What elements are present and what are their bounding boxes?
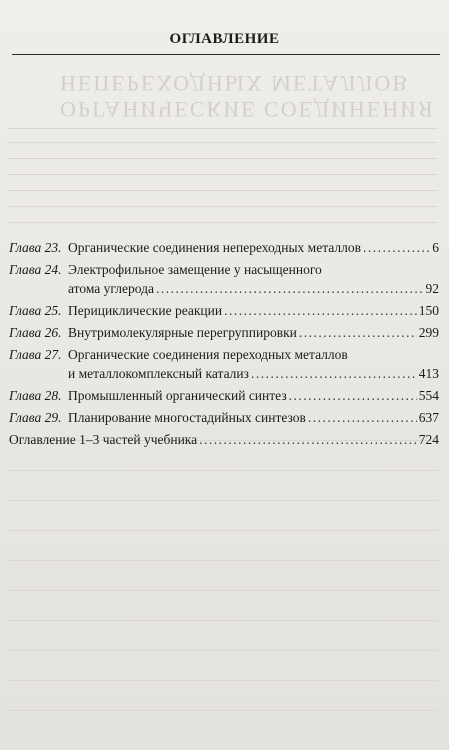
show-through-line bbox=[8, 222, 438, 223]
dot-leader bbox=[156, 279, 424, 298]
show-through-line bbox=[8, 710, 438, 711]
page-number: 724 bbox=[418, 432, 439, 447]
table-of-contents bbox=[9, 238, 439, 452]
chapter-number: Глава 23. bbox=[9, 240, 62, 255]
toc-entry-chapter-28[interactable] bbox=[9, 386, 439, 405]
dot-leader bbox=[299, 323, 417, 342]
summary-title: Оглавление 1–3 частей учебника bbox=[9, 432, 198, 447]
header-rule bbox=[12, 54, 440, 55]
chapter-number: Глава 27. bbox=[9, 347, 62, 362]
chapter-title-line-2: и металлокомплексный катализ bbox=[68, 366, 249, 381]
show-through-line bbox=[8, 142, 438, 143]
chapter-title-line-2: атома углерода bbox=[68, 281, 154, 296]
chapter-title: Внутримолекулярные перегруппировки bbox=[68, 325, 297, 340]
running-header bbox=[0, 30, 449, 48]
page-number: 6 bbox=[432, 240, 439, 255]
toc-entry-chapter-29[interactable] bbox=[9, 408, 439, 427]
chapter-title: Перициклические реакции bbox=[68, 303, 223, 318]
chapter-title: Планирование многостадийных синтезов bbox=[68, 410, 306, 425]
page-title: ОГЛАВЛЕНИЕ bbox=[169, 31, 280, 47]
page-number: 554 bbox=[418, 388, 439, 403]
toc-entry-chapter-25[interactable] bbox=[9, 301, 439, 320]
show-through-line bbox=[8, 500, 438, 501]
show-through-line bbox=[8, 680, 438, 681]
toc-entry-chapter-27[interactable] bbox=[9, 345, 439, 383]
dot-leader bbox=[224, 301, 417, 320]
show-through-line bbox=[8, 128, 438, 129]
chapter-number: Глава 24. bbox=[9, 262, 62, 277]
show-through-line bbox=[8, 206, 438, 207]
show-through-line bbox=[8, 470, 438, 471]
show-through-line bbox=[8, 174, 438, 175]
toc-entry-chapter-23[interactable] bbox=[9, 238, 439, 257]
page-number: 413 bbox=[418, 366, 439, 381]
page-number: 92 bbox=[425, 281, 439, 296]
chapter-title: Промышленный органический синтез bbox=[68, 388, 287, 403]
dot-leader bbox=[289, 386, 417, 405]
chapter-title: Органические соединения непереходных металлов bbox=[68, 240, 361, 255]
dot-leader bbox=[363, 238, 430, 257]
show-through-text: ОРГАНИЧЕСКИЕ СОЕДИНЕНИЯ НЕПЕРЕХОДНЫХ МЕТАЛЛОВ bbox=[60, 71, 435, 122]
dot-leader bbox=[251, 364, 417, 383]
chapter-number: Глава 29. bbox=[9, 410, 62, 425]
toc-entry-chapter-26[interactable] bbox=[9, 323, 439, 342]
chapter-number: Глава 26. bbox=[9, 325, 62, 340]
toc-entry-summary[interactable] bbox=[9, 430, 439, 449]
show-through-line bbox=[8, 650, 438, 651]
show-through-line bbox=[8, 190, 438, 191]
dot-leader bbox=[308, 408, 417, 427]
show-through-line bbox=[8, 158, 438, 159]
page-number: 150 bbox=[418, 303, 439, 318]
page-number: 299 bbox=[418, 325, 439, 340]
show-through-line bbox=[8, 530, 438, 531]
show-through-line bbox=[8, 620, 438, 621]
chapter-title-line-1: Электрофильное замещение у насыщенного bbox=[68, 262, 322, 277]
show-through-line bbox=[8, 560, 438, 561]
chapter-number: Глава 25. bbox=[9, 303, 62, 318]
chapter-title-line-1: Органические соединения переходных металлов bbox=[68, 347, 348, 362]
chapter-number: Глава 28. bbox=[9, 388, 62, 403]
dot-leader bbox=[199, 430, 417, 449]
page-number: 637 bbox=[418, 410, 439, 425]
toc-entry-chapter-24[interactable] bbox=[9, 260, 439, 298]
show-through-line bbox=[8, 590, 438, 591]
